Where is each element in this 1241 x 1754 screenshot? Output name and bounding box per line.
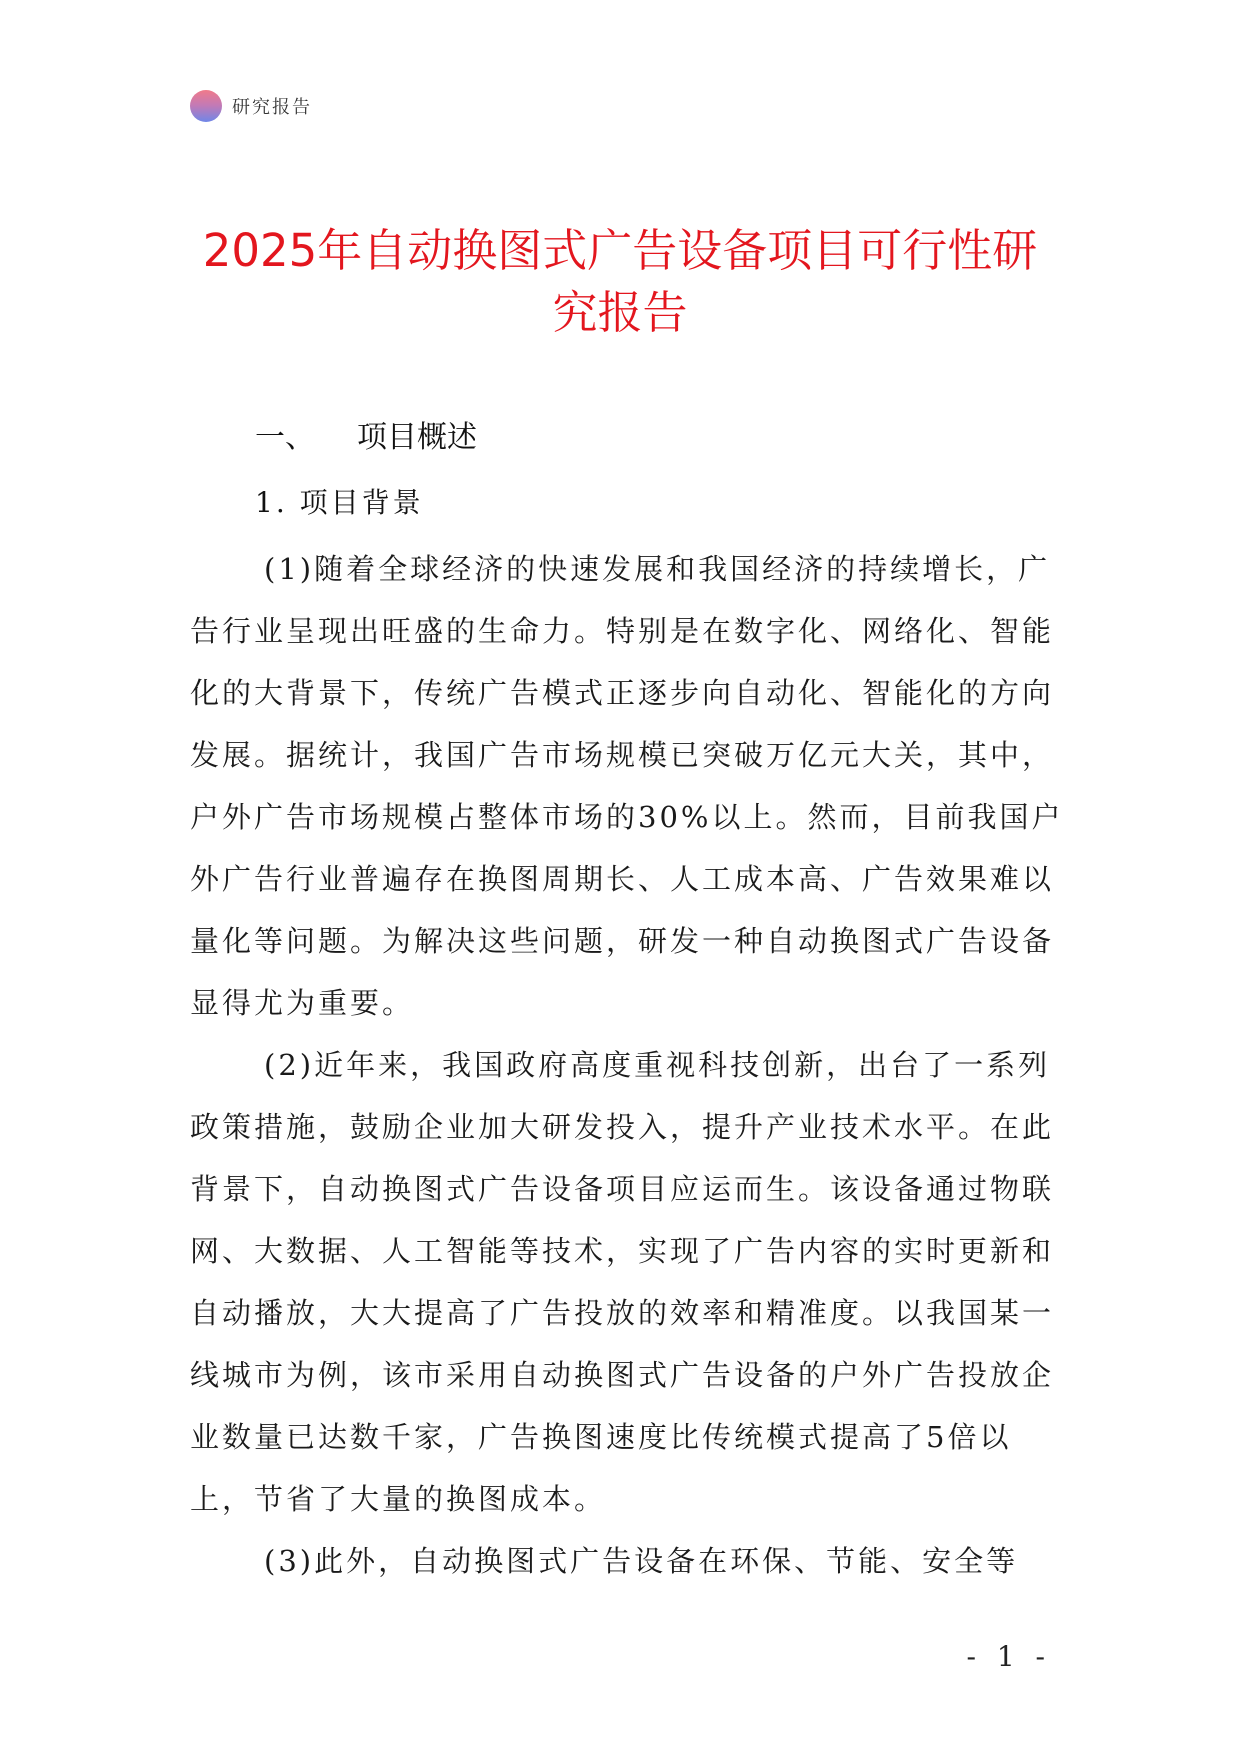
section-number: 一、 [255, 420, 315, 455]
header-label: 研究报告 [232, 97, 312, 118]
document-title [190, 220, 1050, 344]
title-line-2: 究报告 [552, 286, 688, 339]
subsection-heading: 1. 项目背景 [255, 486, 424, 519]
section-heading [255, 418, 477, 458]
logo-icon [190, 90, 222, 122]
document-body [190, 538, 1070, 1592]
paragraph-2: (2)近年来，我国政府高度重视科技创新，出台了一系列政策措施，鼓励企业加大研发投入，提升产业技术水平。在此背景下，自动换图式广告设备项目应运而生。该设备通过物联网、大数据、人工智能等技术，实现了广告内容的实时更新和自动播放，大大提高了广告投放的效率和精准度。以我国某一线城市为例，该市采用自动换图式广告设备的户外广告投放企业数量已达数千家，广告换图速度比传统模式提高了5倍以上，节省了大量的换图成本。 [190, 1048, 1055, 1516]
paragraph-1: (1)随着全球经济的快速发展和我国经济的持续增长，广告行业呈现出旺盛的生命力。特别是在数字化、网络化、智能化的大背景下，传统广告模式正逐步向自动化、智能化的方向发展。据统计，我国广告市场规模已突破万亿元大关，其中，户外广告市场规模占整体市场的30%以上。然而，目前我国户外广告行业普遍存在换图周期长、人工成本高、广告效果难以量化等问题。为解决这些问题，研发一种自动换图式广告设备显得尤为重要。 [190, 552, 1064, 1020]
document-header [190, 88, 312, 124]
paragraph-3: (3)此外，自动换图式广告设备在环保、节能、安全等 [264, 1544, 1019, 1578]
page-number: - 1 - [966, 1640, 1051, 1673]
title-line-1: 2025年自动换图式广告设备项目可行性研 [202, 224, 1038, 277]
section-title: 项目概述 [357, 420, 477, 455]
